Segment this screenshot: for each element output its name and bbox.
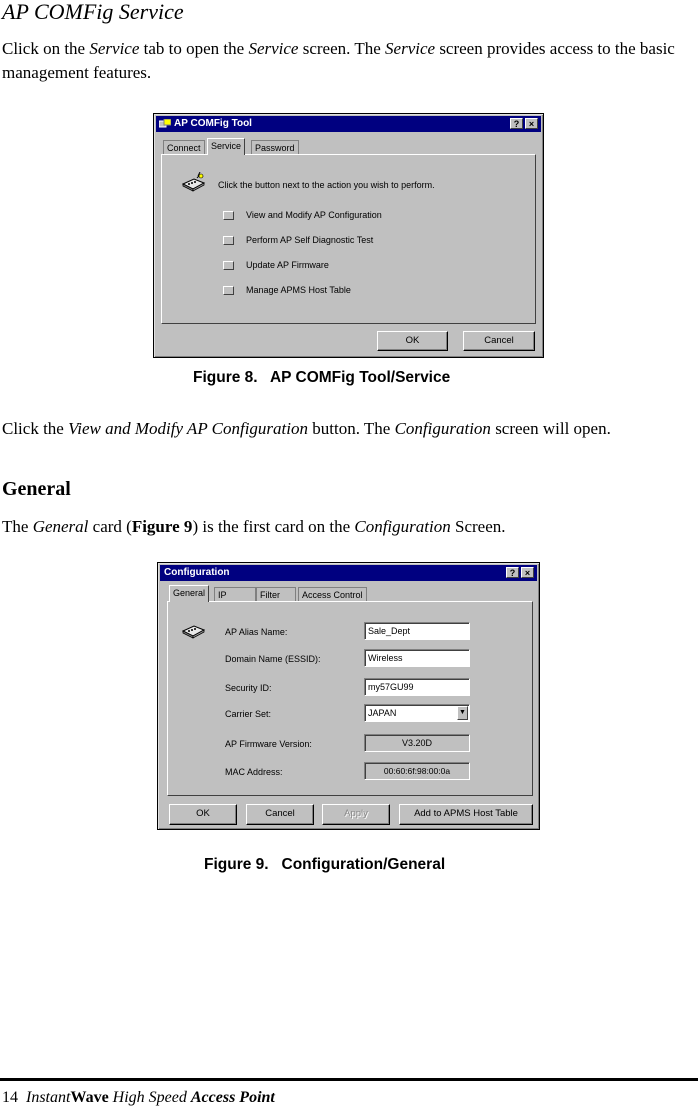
tab-password[interactable]: Password bbox=[251, 140, 299, 155]
footer-product-end: Access Point bbox=[190, 1089, 275, 1106]
self-diagnostic-button[interactable] bbox=[223, 236, 234, 245]
figure9-caption: Figure 9. Configuration/General bbox=[204, 856, 446, 873]
general-panel bbox=[167, 601, 533, 796]
comfig-tool-dialog bbox=[153, 113, 544, 358]
section-heading-general: General bbox=[2, 478, 71, 500]
view-modify-config-button[interactable] bbox=[223, 211, 234, 220]
configuration-dialog bbox=[157, 562, 540, 830]
view-modify-config-label: View and Modify AP Configuration bbox=[246, 210, 382, 220]
tab-connect[interactable]: Connect bbox=[163, 140, 205, 155]
security-id-field[interactable]: my57GU99 bbox=[364, 678, 470, 696]
add-to-host-table-button[interactable]: Add to APMS Host Table bbox=[399, 804, 533, 825]
dialog2-title: Configuration bbox=[164, 567, 230, 578]
para2-text-3: screen will open. bbox=[490, 419, 611, 438]
footer-brand-wave: Wave bbox=[70, 1089, 109, 1106]
security-id-label: Security ID: bbox=[225, 683, 272, 693]
config-paragraph bbox=[2, 417, 692, 441]
essid-field[interactable]: Wireless bbox=[364, 649, 470, 667]
para3-text-1: The bbox=[2, 517, 33, 536]
firmware-version-value: V3.20D bbox=[364, 734, 470, 752]
para2-text-1: Click the bbox=[2, 419, 69, 438]
access-point-icon bbox=[180, 621, 206, 641]
para2-italic-2: Configuration bbox=[394, 419, 491, 438]
manage-host-table-label: Manage APMS Host Table bbox=[246, 285, 351, 295]
para3-text-4: Screen. bbox=[450, 517, 506, 536]
para1-italic-3: Service bbox=[385, 39, 436, 58]
para3-italic-2: Configuration bbox=[354, 517, 451, 536]
update-firmware-button[interactable] bbox=[223, 261, 234, 270]
cancel-button[interactable]: Cancel bbox=[246, 804, 314, 825]
para1-italic-1: Service bbox=[89, 39, 140, 58]
dialog1-title: AP COMFig Tool bbox=[174, 118, 252, 129]
para1-text-4: screen provides access to the basic management features. bbox=[2, 39, 675, 82]
alias-name-field[interactable]: Sale_Dept bbox=[364, 622, 470, 640]
para1-text-3: screen. The bbox=[298, 39, 386, 58]
carrier-set-value: JAPAN bbox=[368, 708, 397, 718]
help-button[interactable]: ? bbox=[506, 567, 519, 578]
para3-bold-1: Figure 9 bbox=[131, 517, 193, 536]
firmware-version-label: AP Firmware Version: bbox=[225, 739, 312, 749]
update-firmware-label: Update AP Firmware bbox=[246, 260, 329, 270]
manage-host-table-button[interactable] bbox=[223, 286, 234, 295]
para1-text-1: Click on the bbox=[2, 39, 90, 58]
close-button[interactable]: × bbox=[521, 567, 534, 578]
alias-name-label: AP Alias Name: bbox=[225, 627, 288, 637]
tab-ip[interactable]: IP bbox=[214, 587, 256, 602]
chevron-down-icon[interactable]: ▼ bbox=[457, 706, 468, 720]
mac-address-label: MAC Address: bbox=[225, 767, 283, 777]
para2-italic-1: View and Modify AP Configuration bbox=[68, 419, 308, 438]
page-heading: AP COMFig Service bbox=[2, 0, 184, 24]
carrier-set-select[interactable] bbox=[364, 704, 470, 722]
cancel-button[interactable]: Cancel bbox=[463, 331, 535, 351]
dialog1-titlebar bbox=[156, 116, 541, 132]
figure8-caption: Figure 8. AP COMFig Tool/Service bbox=[193, 369, 451, 386]
para2-text-2: button. The bbox=[308, 419, 395, 438]
tab-filter[interactable]: Filter bbox=[256, 587, 296, 602]
footer-product-middle: High Speed bbox=[108, 1089, 191, 1106]
page-number: 14 bbox=[2, 1089, 18, 1106]
para1-text-2: tab to open the bbox=[139, 39, 249, 58]
help-button[interactable]: ? bbox=[510, 118, 523, 129]
ok-button[interactable]: OK bbox=[169, 804, 237, 825]
ok-button[interactable]: OK bbox=[377, 331, 448, 351]
service-instruction: Click the button next to the action you wish to perform. bbox=[218, 180, 435, 190]
para1-italic-2: Service bbox=[248, 39, 299, 58]
para3-text-2: card ( bbox=[88, 517, 132, 536]
access-point-icon bbox=[180, 172, 206, 192]
intro-paragraph bbox=[2, 37, 692, 85]
carrier-set-label: Carrier Set: bbox=[225, 709, 272, 719]
dialog2-titlebar bbox=[160, 565, 537, 581]
close-button[interactable]: × bbox=[525, 118, 538, 129]
essid-label: Domain Name (ESSID): bbox=[225, 654, 321, 664]
mac-address-value: 00:60:6f:98:00:0a bbox=[364, 762, 470, 780]
apply-button[interactable]: Apply bbox=[322, 804, 390, 825]
tab-access-control[interactable]: Access Control bbox=[298, 587, 367, 602]
para3-italic-1: General bbox=[32, 517, 89, 536]
self-diagnostic-label: Perform AP Self Diagnostic Test bbox=[246, 235, 374, 245]
general-paragraph bbox=[2, 515, 692, 539]
tab-service[interactable]: Service bbox=[207, 138, 245, 155]
tab-general[interactable]: General bbox=[169, 585, 209, 602]
para3-text-3: ) is the first card on the bbox=[192, 517, 355, 536]
page-footer bbox=[2, 1089, 275, 1107]
footer-rule bbox=[0, 1078, 698, 1081]
footer-brand-instant: Instant bbox=[26, 1089, 71, 1106]
app-icon bbox=[159, 119, 171, 129]
